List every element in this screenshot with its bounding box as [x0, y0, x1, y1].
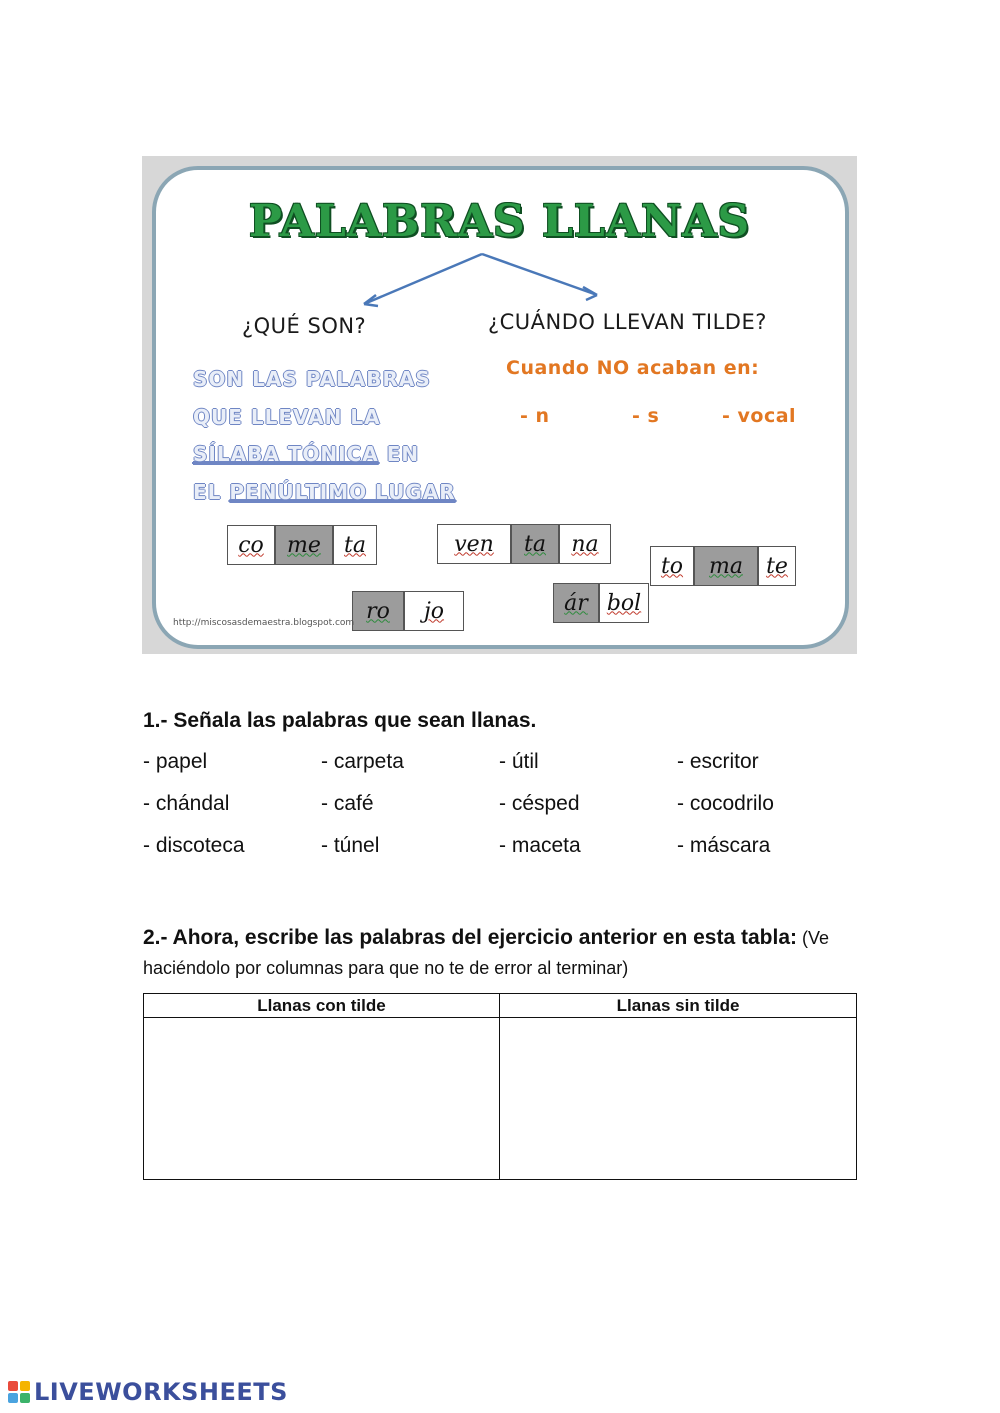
list-item[interactable]: - papel	[143, 750, 208, 773]
syllable-box	[650, 546, 694, 586]
syllable-text: na	[571, 531, 599, 557]
question-when: ¿CUÁNDO LLEVAN TILDE?	[488, 310, 767, 334]
poster-title: PALABRAS LLANAS	[248, 196, 751, 247]
syllable-text: te	[766, 553, 788, 579]
syllable-text: bol	[606, 590, 642, 616]
syllable-box-tonic	[553, 583, 599, 623]
answer-table	[143, 993, 857, 1180]
arrow-right	[482, 254, 597, 295]
syllable-box	[333, 525, 377, 565]
exercise-2-heading-main: 2.- Ahora, escribe las palabras del ejercicio anterior en esta tabla:	[143, 926, 797, 949]
syllable-text: ta	[344, 532, 366, 558]
rules-poster	[142, 156, 857, 654]
definition-line-4-start: EL	[193, 479, 230, 504]
definition-line-3-rest: EN	[378, 442, 420, 466]
syllable-text: to	[660, 553, 684, 579]
syllable-text: ár	[564, 590, 588, 616]
syllable-box	[227, 525, 275, 565]
rule-intro: Cuando NO acaban en:	[506, 357, 760, 379]
exercise-1-heading: 1.- Señala las palabras que sean llanas.	[143, 709, 537, 732]
syllable-text: me	[287, 532, 321, 558]
definition-line-2: QUE LLEVAN LA	[193, 404, 381, 429]
logo-text: LIVEWORKSHEETS	[34, 1378, 288, 1406]
list-item[interactable]: - escritor	[677, 750, 759, 773]
column-header-without-accent: Llanas sin tilde	[500, 994, 856, 1018]
ending-s: - s	[632, 405, 660, 427]
answer-drop-zone-with-accent[interactable]	[144, 1018, 500, 1179]
syllable-box	[758, 546, 796, 586]
list-item[interactable]: - máscara	[677, 834, 771, 857]
exercise-2-heading	[143, 923, 843, 983]
syllable-text: ro	[366, 598, 390, 624]
list-item[interactable]: - carpeta	[321, 750, 404, 773]
column-header-with-accent: Llanas con tilde	[144, 994, 500, 1018]
liveworksheets-logo	[8, 1378, 288, 1406]
ending-n: - n	[520, 405, 550, 427]
syllable-box-tonic	[275, 525, 333, 565]
syllable-box-tonic	[694, 546, 758, 586]
list-item[interactable]: - cocodrilo	[677, 792, 774, 815]
syllable-text: ven	[454, 531, 494, 557]
list-item[interactable]: - chándal	[143, 792, 230, 815]
list-item[interactable]: - café	[321, 792, 374, 815]
definition-line-4	[193, 474, 456, 512]
list-item[interactable]: - césped	[499, 792, 580, 815]
definition-line-3	[193, 436, 456, 474]
ending-vocal: - vocal	[722, 405, 797, 427]
syllable-box-tonic	[511, 524, 559, 564]
syllable-box	[404, 591, 464, 631]
list-item[interactable]: - túnel	[321, 834, 380, 857]
syllable-box	[599, 583, 649, 623]
source-url: http://miscosasdemaestra.blogspot.com	[173, 618, 355, 628]
definition-highlight-position: PENÚLTIMO LUGAR	[229, 479, 456, 504]
syllable-text: jo	[423, 598, 445, 624]
syllable-box	[437, 524, 511, 564]
word-list	[143, 748, 855, 859]
exercise-2-heading-note: (Ve haciéndolo por columnas para que no te de error al terminar)	[143, 928, 830, 978]
definition-text	[193, 361, 456, 511]
list-item[interactable]: - útil	[499, 750, 539, 773]
syllable-text: ta	[524, 531, 546, 557]
answer-drop-zone-without-accent[interactable]	[500, 1018, 856, 1179]
syllable-text: ma	[709, 553, 743, 579]
syllable-box-tonic	[352, 591, 404, 631]
syllable-text: co	[238, 532, 264, 558]
arrow-left	[364, 254, 482, 304]
list-item[interactable]: - discoteca	[143, 834, 245, 857]
question-what: ¿QUÉ SON?	[242, 314, 367, 338]
list-item[interactable]: - maceta	[499, 834, 581, 857]
logo-mark-icon	[8, 1381, 30, 1403]
definition-line-1: SON LAS PALABRAS	[193, 367, 431, 391]
syllable-box	[559, 524, 611, 564]
definition-highlight-syllable: SÍLABA TÓNICA	[193, 442, 379, 466]
